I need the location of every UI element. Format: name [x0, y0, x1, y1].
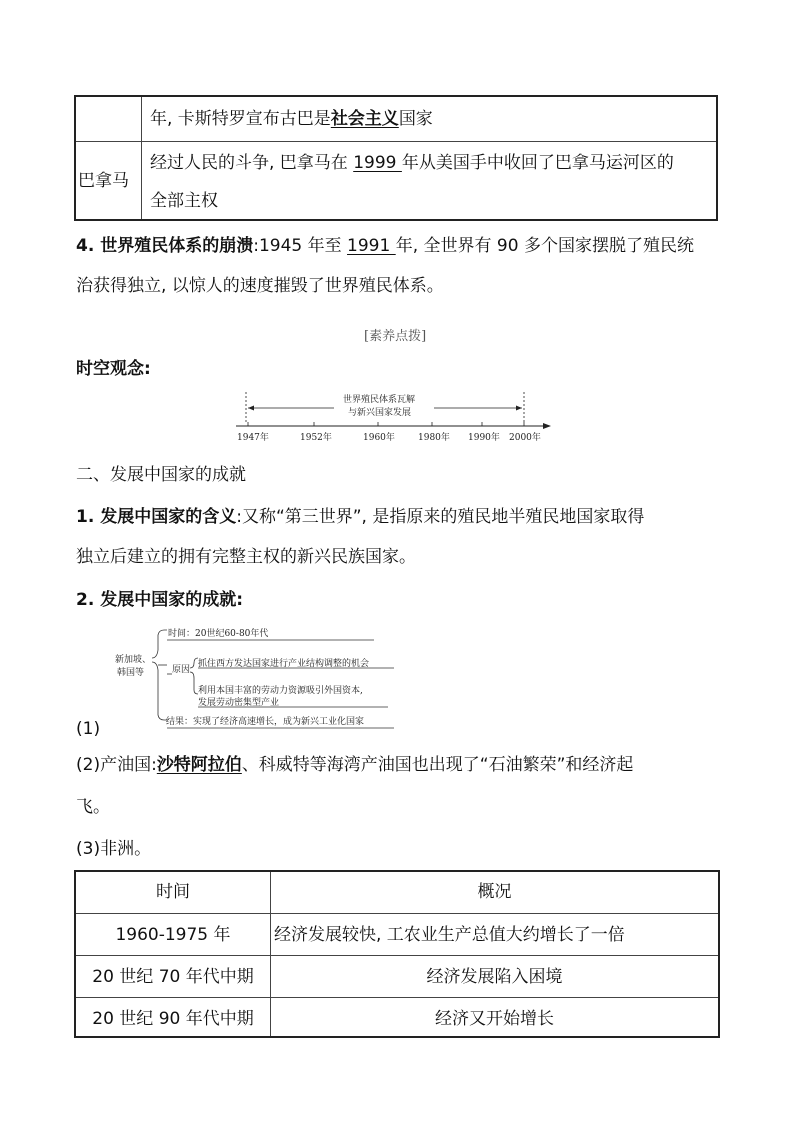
row1-time: 1960-1975 年 — [115, 925, 231, 945]
mindmap-reason-label: 原因 — [172, 665, 191, 675]
row3-time: 20 世纪 90 年代中期 — [92, 1009, 254, 1029]
section2-heading: 二、发展中国家的成就 — [76, 465, 246, 485]
definition-line2: 独立后建立的拥有完整主权的新兴民族国家。 — [76, 547, 416, 567]
timeline-tick-1990: 1990年 — [468, 433, 500, 443]
achievements-title: 2. 发展中国家的成就: — [76, 590, 244, 610]
row3-overview: 经济又开始增长 — [435, 1009, 554, 1029]
timeline-tick-2000: 2000年 — [509, 433, 541, 443]
header-time: 时间 — [156, 882, 190, 902]
timeline-tick-1952: 1952年 — [300, 433, 332, 443]
top-table — [74, 95, 718, 221]
item-2-line2: 飞。 — [76, 797, 110, 817]
item-3-label: (3)非洲。 — [76, 839, 152, 859]
table1-row2-line2: 全部主权 — [150, 191, 218, 211]
definition-line1: 1. 发展中国家的含义:又称“第三世界”, 是指原来的殖民地半殖民地国家取得 — [76, 507, 645, 527]
mindmap-reason-2a: 利用本国丰富的劳动力资源吸引外国资本, — [198, 686, 363, 696]
item-1-label: (1) — [76, 719, 101, 739]
row2-overview: 经济发展陷入困境 — [426, 967, 563, 987]
mindmap-result: 结果：实现了经济高速增长，成为新兴工业化国家 — [166, 717, 365, 727]
timeline-caption-1: 世界殖民体系瓦解 — [343, 395, 416, 405]
row1-overview: 经济发展较快, 工农业生产总值大约增长了一倍 — [274, 925, 625, 945]
item4-line1: 4. 世界殖民体系的崩溃:1945 年至 1991 年, 全世界有 90 多个国家摆脱了殖民统 — [76, 236, 694, 256]
item-2-line1: (2)产油国:沙特阿拉伯、科威特等海湾产油国也出现了“石油繁荣”和经济起 — [76, 755, 634, 775]
mindmap-root-1: 新加坡、 — [115, 655, 152, 665]
timeline-tick-1947: 1947年 — [237, 433, 269, 443]
spacetime-label: 时空观念: — [76, 359, 151, 379]
mindmap-reason-2b: 发展劳动密集型产业 — [198, 698, 280, 708]
table1-row1-text: 年, 卡斯特罗宣布古巴是社会主义国家 — [150, 109, 433, 129]
timeline-caption-2: 与新兴国家发展 — [348, 408, 412, 418]
row2-time: 20 世纪 70 年代中期 — [92, 967, 254, 987]
africa-table — [74, 870, 720, 1038]
mindmap-time: 时间：20世纪60-80年代 — [168, 629, 269, 639]
item4-line2: 治获得独立, 以惊人的速度摧毁了世界殖民体系。 — [76, 276, 444, 296]
timeline-tick-1980: 1980年 — [418, 433, 450, 443]
timeline-tick-1960: 1960年 — [363, 433, 395, 443]
table1-row2-line1: 经过人民的斗争, 巴拿马在 1999 年从美国手中收回了巴拿马运河区的 — [150, 153, 674, 173]
mindmap-root-2: 韩国等 — [117, 668, 145, 678]
mindmap-reason-1: 抓住西方发达国家进行产业结构调整的机会 — [198, 659, 370, 669]
table1-country-panama: 巴拿马 — [78, 171, 129, 191]
header-overview: 概况 — [477, 882, 512, 902]
literacy-badge: [素养点拨] — [364, 329, 427, 344]
